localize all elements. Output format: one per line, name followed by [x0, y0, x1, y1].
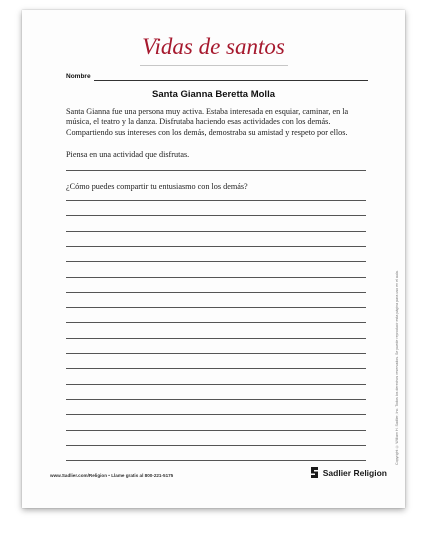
answer-line[interactable]: [66, 261, 366, 262]
answer-line[interactable]: [66, 445, 366, 446]
brand-name: Sadlier Religion: [322, 467, 387, 478]
answer-line[interactable]: [66, 292, 366, 293]
answer-line-activity[interactable]: [66, 170, 366, 171]
answer-line[interactable]: [66, 277, 366, 278]
worksheet-title: Vidas de santos: [142, 34, 285, 59]
answer-line[interactable]: [66, 353, 366, 354]
footer-phone: Llame gratis al 800-221-5175: [111, 473, 174, 478]
prompt-share: ¿Cómo puedes compartir tu entusiasmo con los demás?: [66, 182, 248, 191]
answer-line[interactable]: [66, 414, 366, 415]
sadlier-brand: [309, 466, 387, 479]
answer-line[interactable]: [66, 399, 366, 400]
prompt-activity: Piensa en una actividad que disfrutas.: [66, 150, 190, 159]
footer-website[interactable]: www.Sadlier.com/Religion: [50, 473, 108, 478]
answer-line[interactable]: [66, 307, 366, 308]
answer-line[interactable]: [66, 215, 366, 216]
answer-line[interactable]: [66, 338, 366, 339]
answer-line[interactable]: [66, 384, 366, 385]
saint-name-heading: Santa Gianna Beretta Molla: [151, 89, 275, 100]
answer-line[interactable]: [66, 200, 366, 201]
name-field[interactable]: [66, 73, 368, 87]
answer-line[interactable]: [66, 231, 366, 232]
copyright-notice: Copyright © William H. Sadlier, Inc. Todos los derechos reservados. Se puede reproducir esta página para uso en el aula.: [395, 270, 399, 465]
name-label: Nombre: [66, 73, 91, 80]
footer-contact: [50, 473, 173, 478]
title-divider: [140, 65, 288, 66]
answer-line[interactable]: [66, 460, 366, 461]
footer-separator: •: [108, 473, 110, 478]
answer-line[interactable]: [66, 322, 366, 323]
name-line[interactable]: [94, 80, 368, 81]
answer-line[interactable]: [66, 430, 366, 431]
worksheet-page: [22, 10, 405, 508]
saint-description: Santa Gianna fue una persona muy activa. Estaba interesada en esquiar, caminar, en la música, el teatro y la danza. Disfrutaba haciendo esas actividades con los demás. Compartiendo sus intereses con los demás, demostraba su amistad y respeto por ellos.: [66, 107, 349, 137]
answer-line[interactable]: [66, 368, 366, 369]
sadlier-logo-icon: [309, 466, 320, 479]
answer-line[interactable]: [66, 246, 366, 247]
